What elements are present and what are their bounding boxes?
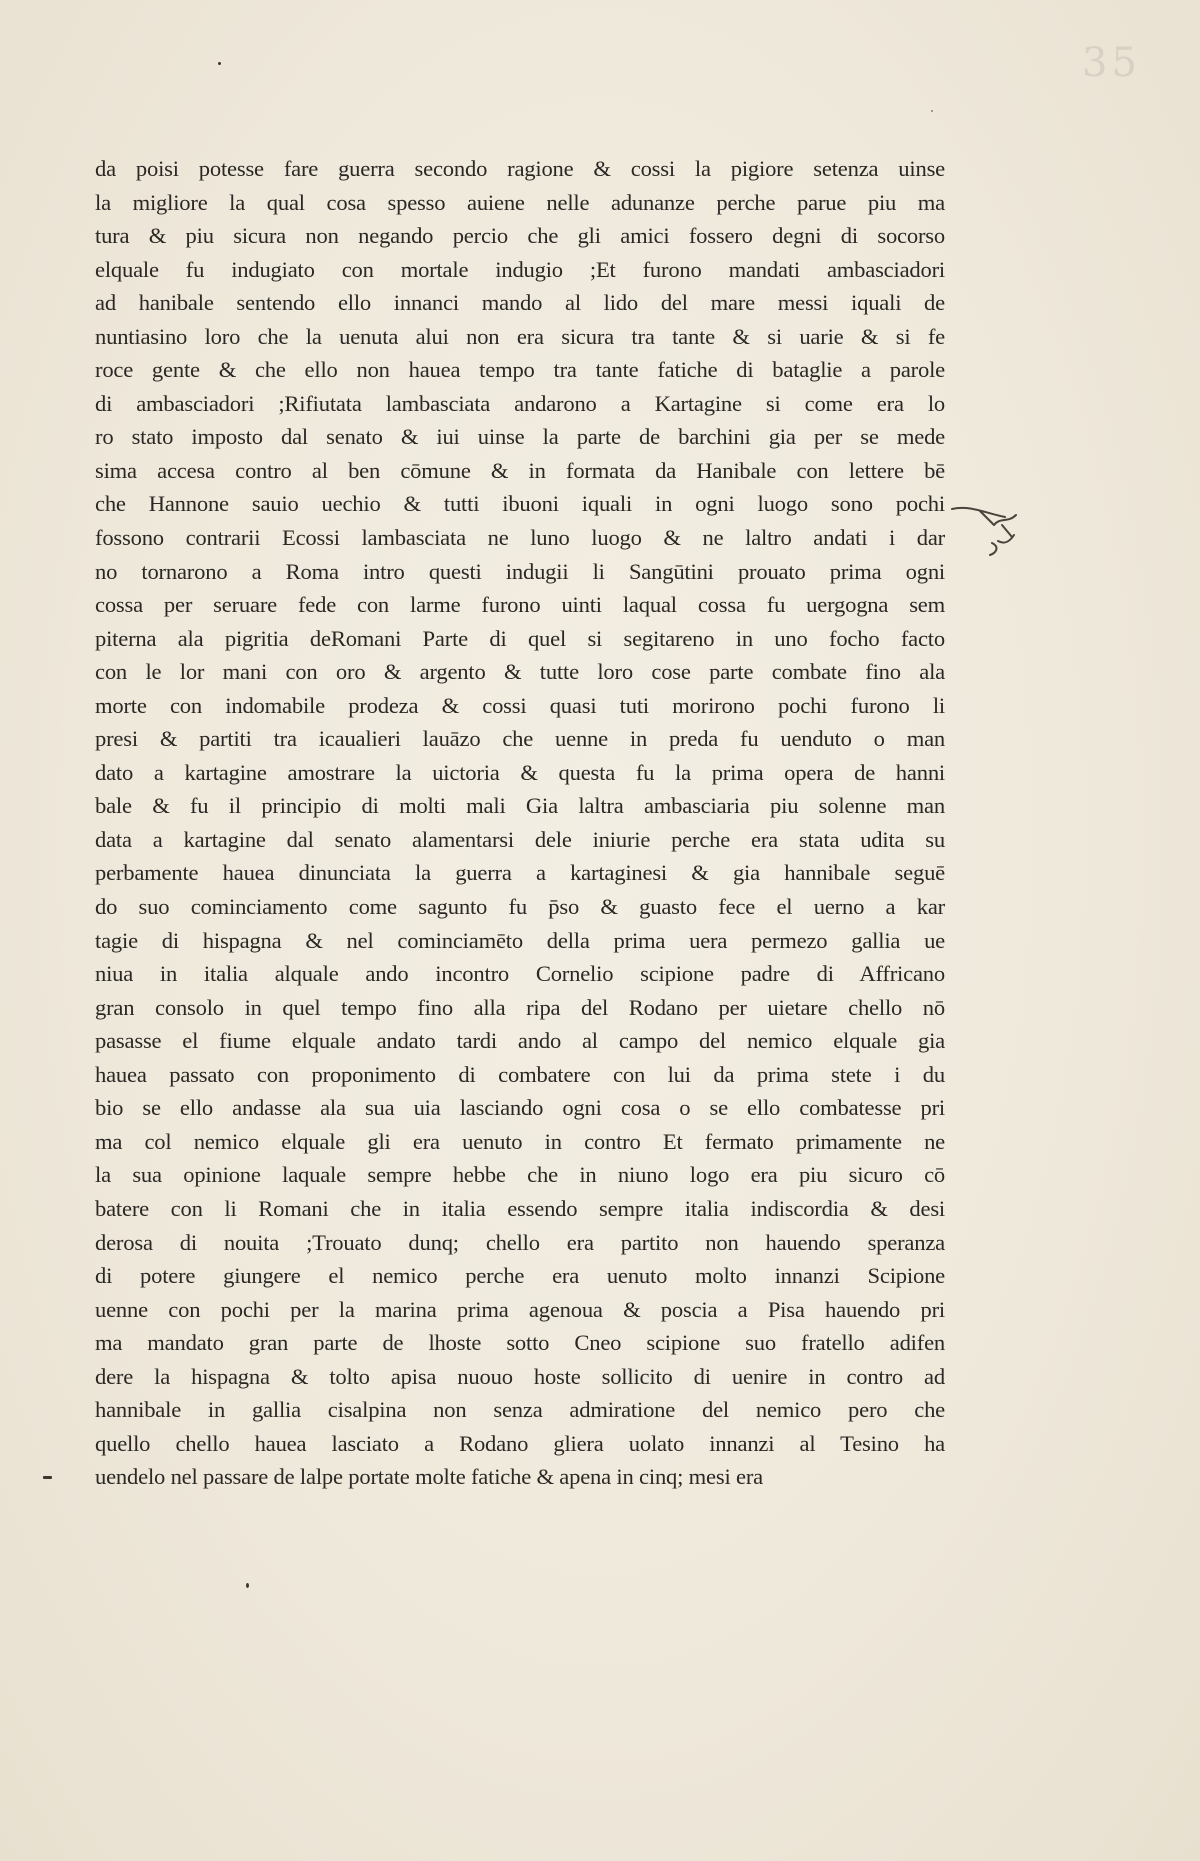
text-line: elquale fu indugiato con mortale indugio ;Et furono mandati ambasciadori xyxy=(95,256,945,282)
text-line: da poisi potesse fare guerra secondo ragione & cossi la pigiore setenza uinse xyxy=(95,156,945,181)
text-line: bio se ello andasse ala sua uia lasciando ogni cosa o se ello combatesse pri xyxy=(95,1095,945,1121)
text-line: nuntiasino loro che la uenuta alui non era sicura tra tante & si uarie & si fe xyxy=(95,323,945,349)
text-line: derosa di nouita ;Trouato dunq; chello era partito non hauendo speranza xyxy=(95,1229,945,1255)
text-line: presi & partiti tra icaualieri lauāzo che uenne in preda fu uenduto o man xyxy=(95,726,945,752)
text-line: batere con li Romani che in italia essendo sempre italia indiscordia & desi xyxy=(95,1195,945,1221)
text-line: do suo cominciamento come sagunto fu p̄so & guasto fece el uerno a kar xyxy=(95,894,945,920)
text-line: bale & fu il principio di molti mali Gia laltra ambasciaria piu solenne man xyxy=(95,793,945,819)
text-line: uendelo nel passare de lalpe portate molte fatiche & apena in cinq; mesi era xyxy=(95,1464,763,1490)
folio-number: 35 xyxy=(1082,40,1141,86)
text-line: tura & piu sicura non negando percio che gli amici fossero degni di socorso xyxy=(95,223,945,249)
text-line: gran consolo in quel tempo fino alla ripa del Rodano per uietare chello nō xyxy=(95,994,945,1020)
text-line: piterna ala pigritia deRomani Parte di quel si segitareno in uno focho facto xyxy=(95,625,945,651)
text-line: roce gente & che ello non hauea tempo tra tante fatiche di bataglie a parole xyxy=(95,357,945,383)
text-line: sima accesa contro al ben cōmune & in formata da Hanibale con lettere bē xyxy=(95,457,945,483)
text-line: la sua opinione laquale sempre hebbe che in niuno logo era piu sicuro cō xyxy=(95,1162,945,1188)
text-line: hauea passato con proponimento di combatere con lui da prima stete i du xyxy=(95,1061,945,1087)
text-line: di ambasciadori ;Rifiutata lambasciata andarono a Kartagine si come era lo xyxy=(95,390,945,416)
text-line: ro stato imposto dal senato & iui uinse la parte de barchini gia per se mede xyxy=(95,424,945,450)
text-line: niua in italia alquale ando incontro Cornelio scipione padre di Affricano xyxy=(95,961,945,987)
text-block xyxy=(95,152,945,1494)
text-line: data a kartagine dal senato alamentarsi dele iniurie perche era stata udita su xyxy=(95,826,945,852)
text-line: che Hannone sauio uechio & tutti ibuoni iquali in ogni luogo sono pochi xyxy=(95,491,945,517)
text-line: quello chello hauea lasciato a Rodano gliera uolato innanzi al Tesino ha xyxy=(95,1430,945,1456)
text-line: di potere giungere el nemico perche era uenuto molto innanzi Scipione xyxy=(95,1263,945,1289)
text-line: pasasse el fiume elquale andato tardi ando al campo del nemico elquale gia xyxy=(95,1028,945,1054)
text-line: con le lor mani con oro & argento & tutte loro cose parte combate fino ala xyxy=(95,659,945,685)
ink-speck xyxy=(218,62,221,65)
text-line: no tornarono a Roma intro questi indugii li Sangūtini prouato prima ogni xyxy=(95,558,945,584)
text-line: ma col nemico elquale gli era uenuto in contro Et fermato primamente ne xyxy=(95,1128,945,1154)
text-line: cossa per seruare fede con larme furono uinti laqual cossa fu uergogna sem xyxy=(95,592,945,618)
marginal-pointer-mark xyxy=(950,495,1040,575)
text-line: uenne con pochi per la marina prima agenoua & poscia a Pisa hauendo pri xyxy=(95,1296,945,1322)
text-line: morte con indomabile prodeza & cossi quasi tuti morirono pochi furono li xyxy=(95,692,945,718)
text-line: fossono contrarii Ecossi lambasciata ne luno luogo & ne laltro andati i dar xyxy=(95,525,945,551)
ink-speck xyxy=(43,1476,52,1479)
text-line: dere la hispagna & tolto apisa nuouo hoste sollicito di uenire in contro ad xyxy=(95,1363,945,1389)
text-line: dato a kartagine amostrare la uictoria & questa fu la prima opera de hanni xyxy=(95,759,945,785)
text-line: la migliore la qual cosa spesso auiene nelle adunanze perche parue piu ma xyxy=(95,189,945,215)
ink-speck xyxy=(931,110,933,112)
text-line: perbamente hauea dinunciata la guerra a kartaginesi & gia hannibale seguē xyxy=(95,860,945,886)
text-line: tagie di hispagna & nel cominciamēto della prima uera permezo gallia ue xyxy=(95,927,945,953)
text-line: ad hanibale sentendo ello innanci mando al lido del mare messi iquali de xyxy=(95,290,945,316)
text-line: ma mandato gran parte de lhoste sotto Cneo scipione suo fratello adifen xyxy=(95,1330,945,1356)
text-line: hannibale in gallia cisalpina non senza admiratione del nemico pero che xyxy=(95,1397,945,1423)
ink-speck xyxy=(246,1583,249,1588)
